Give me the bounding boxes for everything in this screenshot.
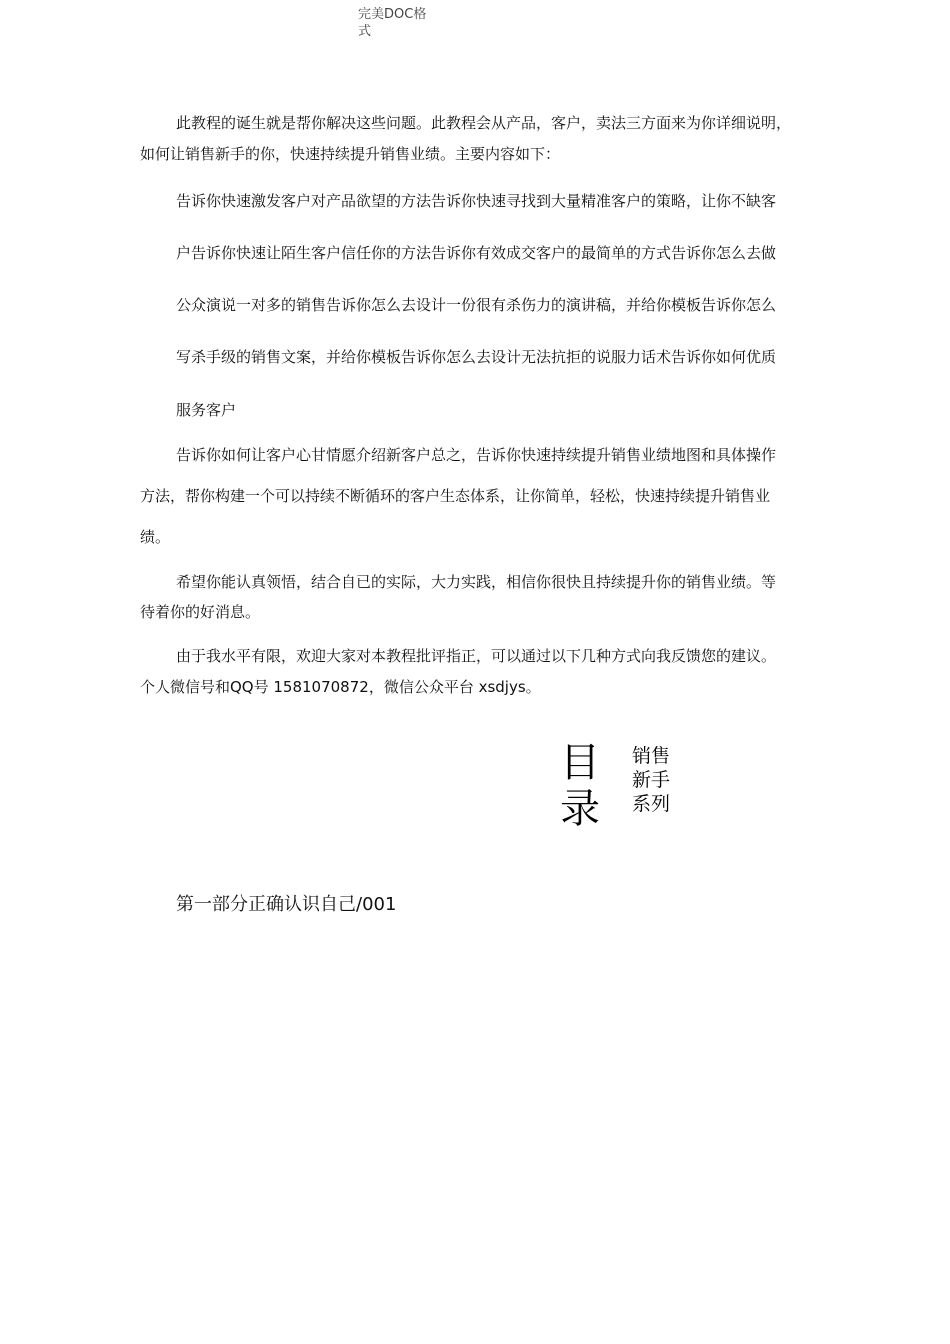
content-line-1: 告诉你快速激发客户对产品欲望的方法告诉你快速寻找到大量精准客户的策略，让你不缺客 bbox=[176, 192, 777, 210]
page-header bbox=[358, 6, 448, 40]
toc-entry-part-1[interactable]: 第一部分正确认识自己/001 bbox=[176, 894, 397, 915]
content-line-2: 户告诉你快速让陌生客户信任你的方法告诉你有效成交客户的最简单的方式告诉你怎么去做 bbox=[176, 244, 777, 262]
intro-line-2: 如何让销售新手的你，快速持续提升销售业绩。主要内容如下： bbox=[140, 145, 561, 163]
header-line-1: 完美DOC格 bbox=[358, 7, 427, 22]
summary-line-1: 告诉你如何让客户心甘情愿介绍新客户总之，告诉你快速持续提升销售业绩地图和具体操作 bbox=[176, 446, 777, 464]
toc-title-char-2: 录 bbox=[560, 786, 600, 832]
content-line-4: 写杀手级的销售文案，并给你模板告诉你怎么去设计无法抗拒的说服力话术告诉你如何优质 bbox=[176, 348, 777, 366]
feedback-line-2: 个人微信号和QQ号 1581070872，微信公众平台 xsdjys。 bbox=[140, 678, 541, 696]
hope-line-1: 希望你能认真领悟，结合自已的实际，大力实践，相信你很快且持续提升你的销售业绩。等 bbox=[176, 573, 777, 591]
toc-series-label bbox=[632, 744, 670, 816]
feedback-line-1: 由于我水平有限，欢迎大家对本教程批评指正，可以通过以下几种方式向我反馈您的建议。 bbox=[176, 647, 777, 665]
toc-series-line-1: 销售 bbox=[632, 745, 671, 767]
toc-title bbox=[560, 740, 600, 832]
hope-line-2: 待着你的好消息。 bbox=[140, 603, 261, 621]
intro-line-1: 此教程的诞生就是帮你解决这些问题。此教程会从产品，客户，卖法三方面来为你详细说明， bbox=[176, 114, 792, 132]
toc-series-line-2: 新手 bbox=[632, 769, 671, 791]
content-line-3: 公众演说一对多的销售告诉你怎么去设计一份很有杀伤力的演讲稿，并给你模板告诉你怎么 bbox=[176, 296, 777, 314]
summary-line-2: 方法，帮你构建一个可以持续不断循环的客户生态体系，让你简单，轻松，快速持续提升销售业 bbox=[140, 487, 771, 505]
toc-title-char-1: 目 bbox=[560, 740, 600, 786]
toc-series-line-3: 系列 bbox=[632, 793, 671, 815]
summary-line-3: 绩。 bbox=[140, 528, 171, 546]
content-line-5: 服务客户 bbox=[176, 401, 237, 419]
header-line-2: 式 bbox=[358, 24, 372, 39]
